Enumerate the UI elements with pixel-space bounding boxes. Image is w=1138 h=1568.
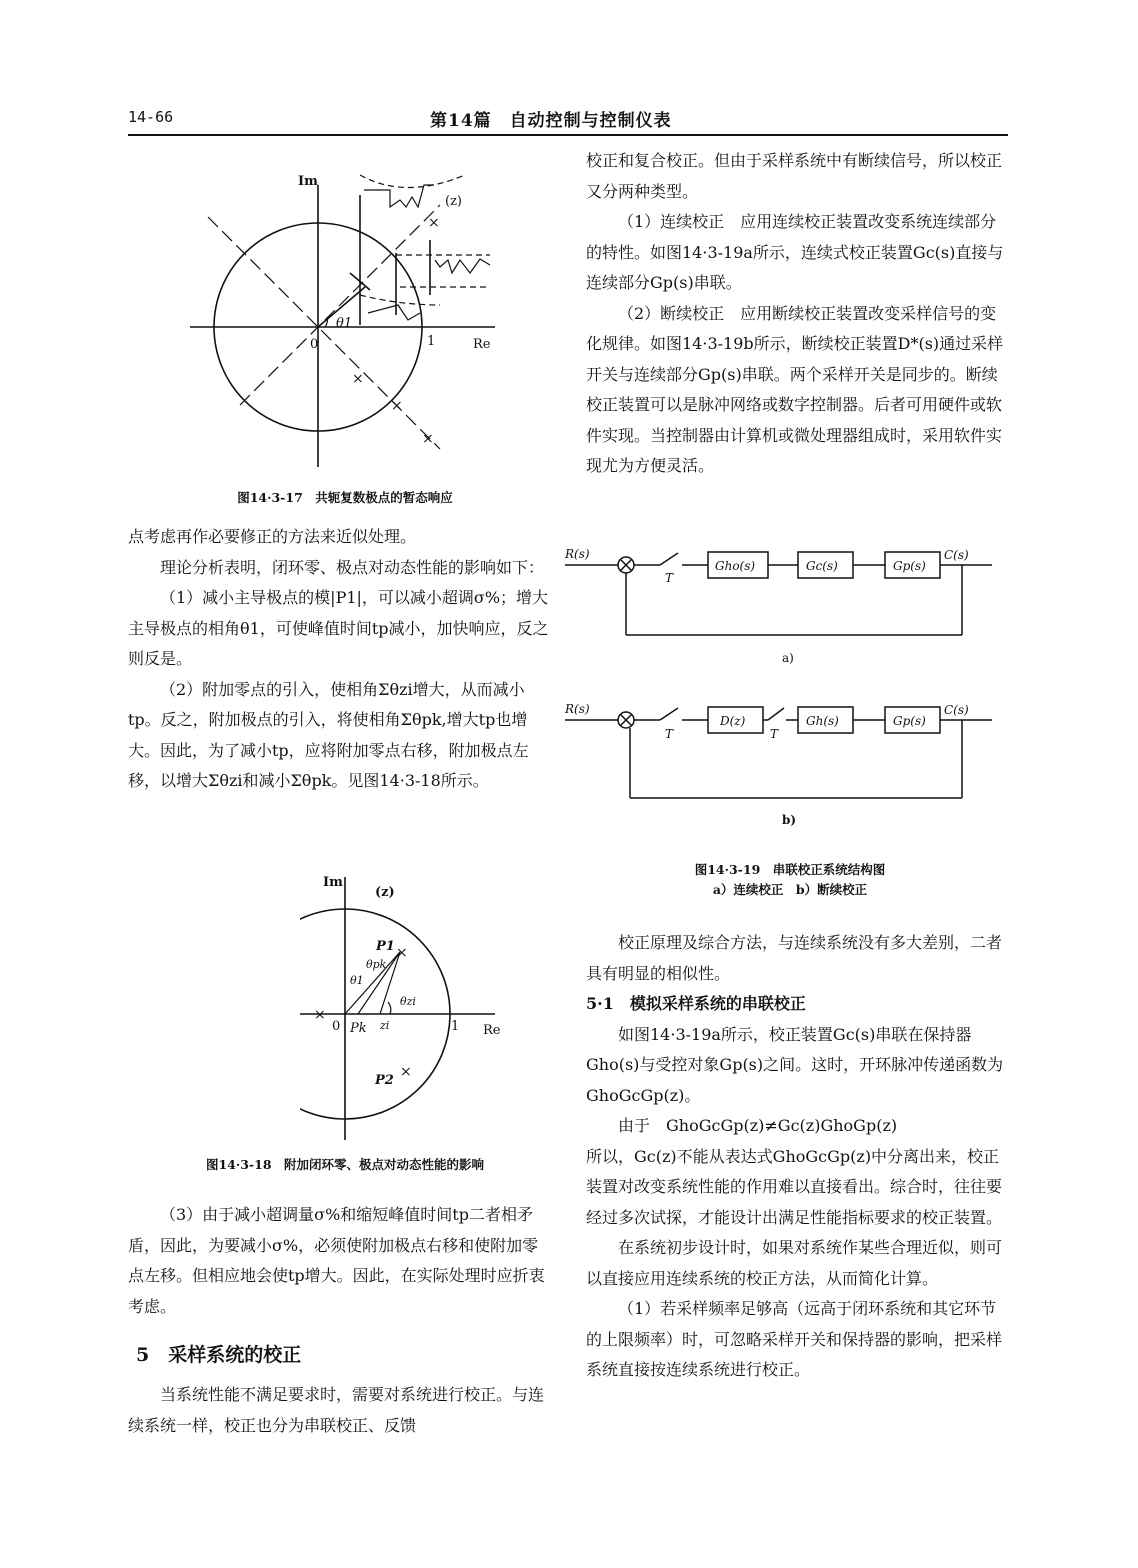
right-column-top bbox=[586, 146, 1008, 482]
r-input-label-a: R(s) bbox=[565, 547, 590, 561]
paragraph: （1）连续校正 应用连续校正装置改变系统连续部分的特性。如图14·3-19a所示，连续式校正装置Gc(s)直接与连续部分Gp(s)串联。 bbox=[586, 212, 1004, 292]
unit-label: 1 bbox=[427, 334, 436, 349]
svg-text:×: × bbox=[396, 945, 408, 961]
figure-14-3-17 bbox=[190, 155, 520, 475]
figure-19-caption bbox=[600, 860, 980, 900]
c-output-label-b: C(s) bbox=[944, 703, 969, 717]
im-axis-label: Im bbox=[323, 875, 343, 890]
theta1-label: θ1 bbox=[350, 974, 364, 987]
paragraph: 校正原理及综合方法，与连续系统没有多大差别，二者具有明显的相似性。 bbox=[586, 933, 1003, 983]
r-input-label-b: R(s) bbox=[565, 702, 590, 716]
right-column-lower bbox=[586, 928, 1008, 1386]
paragraph: 如图14·3-19a所示，校正装置Gc(s)串联在保持器Gho(s)与受控对象Gp(s)之间。这时，开环脉冲传递函数为GhoGcGp(z)。 bbox=[586, 1024, 1004, 1105]
equation-line: 由于 GhoGcGp(z)≠Gc(z)GhoGp(z) bbox=[618, 1116, 898, 1135]
unit-label: 1 bbox=[451, 1019, 460, 1034]
p2-label: P2 bbox=[375, 1073, 394, 1088]
theta-label: θ1 bbox=[336, 316, 353, 331]
block-gp-a: Gp(s) bbox=[893, 559, 926, 573]
z-plane-label: (z) bbox=[445, 194, 462, 209]
paragraph: （2）断续校正 应用断续校正装置改变采样信号的变化规律。如图14·3-19b所示，断续校正装置D*(s)通过采样开关与连续部分Gp(s)串联。两个采样开关是同步的。断续校正装置可以是脉冲网络或数字控制器。后者可用硬件或软件实现。当控制器由计算机或微处理器组成时，采用软件实现尤为方便灵活。 bbox=[586, 303, 1004, 475]
svg-text:×: × bbox=[352, 371, 364, 387]
block-gc: Gc(s) bbox=[806, 559, 838, 573]
thetazi-label: θzi bbox=[400, 995, 416, 1008]
paragraph: 校正和复合校正。但由于采样系统中有断续信号，所以校正又分两种类型。 bbox=[586, 151, 1003, 201]
block-gp-b: Gp(s) bbox=[893, 714, 926, 728]
header-rule bbox=[128, 134, 1008, 136]
origin-label: 0 bbox=[310, 337, 319, 352]
chapter-title: 第14篇 自动控制与控制仪表 bbox=[430, 111, 672, 131]
block-gh: Gh(s) bbox=[806, 714, 839, 728]
re-axis-label: Re bbox=[473, 337, 491, 352]
sampler-label-b1: T bbox=[665, 727, 674, 741]
section-title: 5 采样系统的校正 bbox=[136, 1344, 302, 1366]
section-paragraph-block bbox=[128, 1380, 550, 1441]
left-column-lower bbox=[128, 1200, 550, 1322]
paragraph: （2）附加零点的引入，使相角Σθzi增大，从而减小tp。反之，附加极点的引入，将使相角Σθpk,增大tp也增大。因此，为了减小tp，应将附加零点右移，附加极点左移，以增大Σθzi和减小Σθpk。见图14·3-18所示。 bbox=[128, 679, 529, 790]
pk-label: Pk bbox=[350, 1021, 367, 1036]
left-column-text bbox=[128, 522, 550, 797]
paragraph: （3）由于减小超调量σ%和缩短峰值时间tp二者相矛盾，因此，为要减小σ%，必须使附加极点右移和使附加零点左移。但相应地会使tp增大。因此，在实际处理时应折衷考虑。 bbox=[128, 1205, 545, 1316]
paragraph: （1）若采样频率足够高（远高于闭环系统和其它环节的上限频率）时，可忽略采样开关和保持器的影响，把采样系统直接按连续系统进行校正。 bbox=[586, 1299, 1003, 1379]
figure-19-caption-sub: a）连续校正 b）断续校正 bbox=[712, 882, 868, 897]
paragraph: 点考虑再作必要修正的方法来近似处理。 bbox=[128, 527, 417, 546]
svg-text:×: × bbox=[400, 1064, 412, 1080]
svg-text:×: × bbox=[422, 431, 434, 447]
figure-18-caption: 图14·3-18 附加闭环零、极点对动态性能的影响 bbox=[205, 1157, 485, 1172]
origin-label: 0 bbox=[332, 1019, 341, 1034]
c-output-label-a: C(s) bbox=[944, 548, 969, 562]
p1-label: P1 bbox=[376, 939, 395, 954]
zi-label: zi bbox=[380, 1019, 390, 1032]
block-dz: D(z) bbox=[720, 714, 746, 728]
figure-19-caption-title: 图14·3-19 串联校正系统结构图 bbox=[694, 862, 886, 877]
im-axis-label: Im bbox=[298, 174, 318, 189]
sampler-label-b2: T bbox=[770, 727, 779, 741]
paragraph: 当系统性能不满足要求时，需要对系统进行校正。与连续系统一样，校正也分为串联校正、反馈 bbox=[128, 1385, 545, 1435]
page-number: 14-66 bbox=[128, 108, 174, 126]
figure-14-3-18 bbox=[300, 872, 520, 1142]
svg-text:×: × bbox=[428, 215, 440, 231]
paragraph: 在系统初步设计时，如果对系统作某些合理近似，则可以直接应用连续系统的校正方法，从而简化计算。 bbox=[586, 1238, 1003, 1288]
page-header bbox=[128, 104, 1008, 132]
svg-text:×: × bbox=[391, 398, 403, 414]
block-gho: Gho(s) bbox=[715, 559, 756, 573]
paragraph: 所以，Gc(z)不能从表达式GhoGcGp(z)中分离出来，校正装置对改变系统性能的作用难以直接看出。综合时，往往要经过多次试探，才能设计出满足性能指标要求的校正装置。 bbox=[586, 1146, 1003, 1227]
subfigure-a-label: a) bbox=[782, 651, 794, 665]
sampler-label-a: T bbox=[665, 571, 674, 585]
paragraph: （1）减小主导极点的模|P1|，可以减小超调σ%；增大主导极点的相角θ1，可使峰值时间tp减小，加快响应，反之则反是。 bbox=[128, 588, 549, 668]
figure-14-3-19 bbox=[560, 540, 1010, 830]
z-plane-label: (z) bbox=[375, 885, 395, 900]
thetapk-label: θpk bbox=[366, 958, 387, 971]
subfigure-b-label: b) bbox=[782, 813, 797, 827]
svg-text:×: × bbox=[314, 1007, 326, 1023]
re-axis-label: Re bbox=[483, 1023, 501, 1038]
subsection-title: 5·1 模拟采样系统的串联校正 bbox=[586, 994, 806, 1013]
figure-17-caption: 图14·3-17 共轭复数极点的暂态响应 bbox=[237, 490, 453, 505]
paragraph: 理论分析表明，闭环零、极点对动态性能的影响如下： bbox=[160, 557, 545, 577]
